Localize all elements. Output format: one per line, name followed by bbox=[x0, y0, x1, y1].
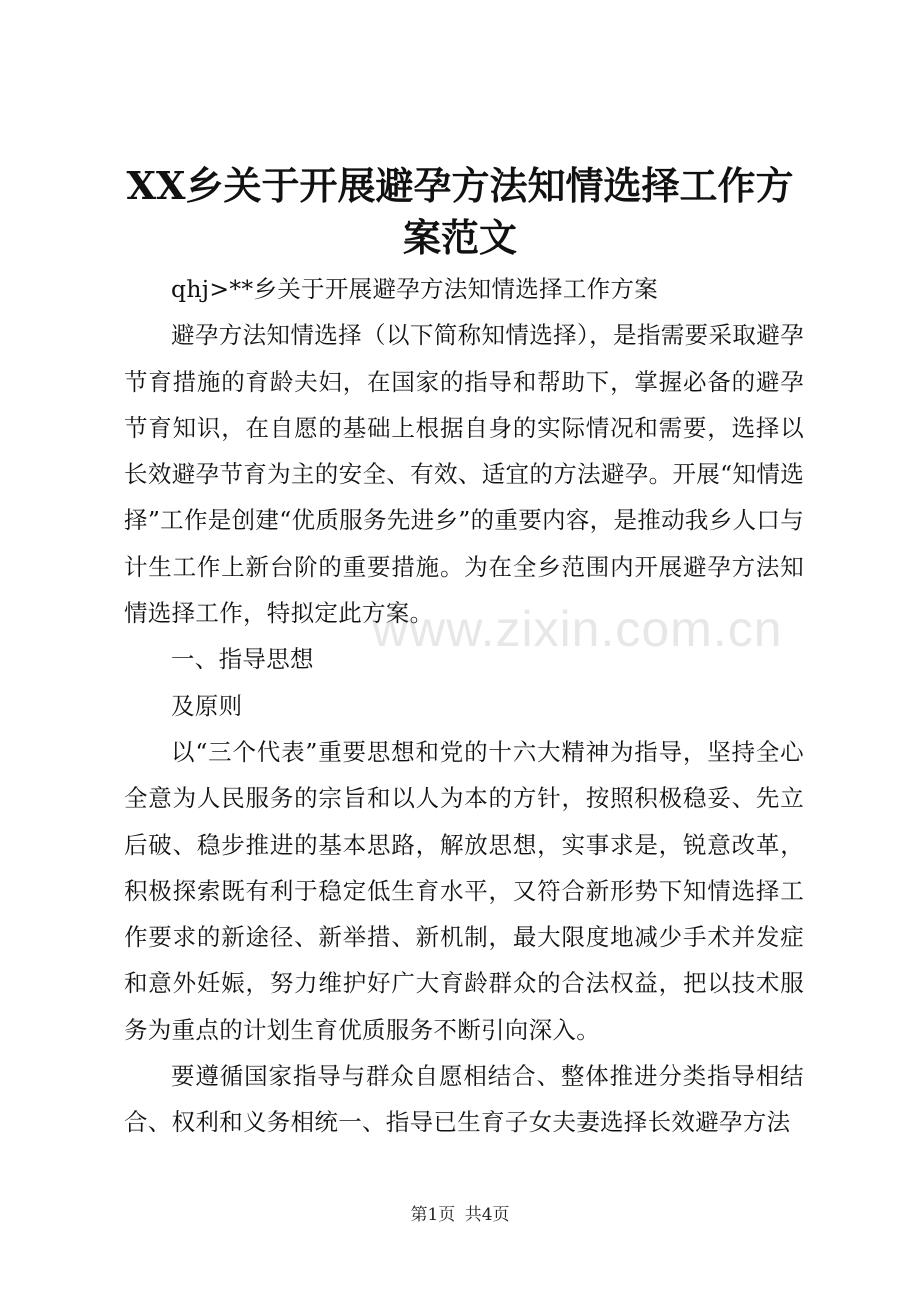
section-heading-guiding-ideology: 一、指导思想 bbox=[171, 645, 314, 674]
paragraph-intro: 避孕方法知情选择（以下简称知情选择），是指需要采取避孕节育措施的育龄夫妇，在国家的指导和帮助下，掌握必备的避孕节育知识，在自愿的基础上根据自身的实际情况和需要，选择以长效避孕节育为主的安全、有效、适宜的方法避孕。开展“知情选择”工作是创建“优质服务先进乡”的重要内容，是推动我乡人口与计生工作上新台阶的重要措施。为在全乡范围内开展避孕方法知情选择工作，特拟定此方案。 bbox=[124, 321, 804, 628]
section-heading-principles: 及原则 bbox=[171, 691, 243, 720]
paragraph-subtitle: qhj>**乡关于开展避孕方法知情选择工作方案 bbox=[171, 275, 659, 303]
document-title: XX乡关于开展避孕方法知情选择工作方案范文 bbox=[126, 163, 794, 260]
page-number: 第1页 bbox=[410, 1205, 456, 1225]
page-total: 共4页 bbox=[464, 1205, 510, 1225]
watermark: www.zixin.com.cn bbox=[372, 601, 783, 657]
paragraph-requirements: 要遵循国家指导与群众自愿相结合、整体推进分类指导相结合、权利和义务相统一、指导已生育子女夫妻选择长效避孕方法 bbox=[124, 1062, 804, 1137]
document-body bbox=[124, 266, 804, 1146]
page-footer bbox=[0, 1200, 920, 1225]
paragraph-guidance: 以“三个代表”重要思想和党的十六大精神为指导，坚持全心全意为人民服务的宗旨和以人为本的方针，按照积极稳妥、先立后破、稳步推进的基本思路，解放思想，实事求是，锐意改革，积极探索既有利于稳定低生育水平，又符合新形势下知情选择工作要求的新途径、新举措、新机制，最大限度地减少手术并发症和意外妊娠，努力维护好广大育龄群众的合法权益，把以技术服务为重点的计划生育优质服务不断引向深入。 bbox=[124, 737, 804, 1044]
